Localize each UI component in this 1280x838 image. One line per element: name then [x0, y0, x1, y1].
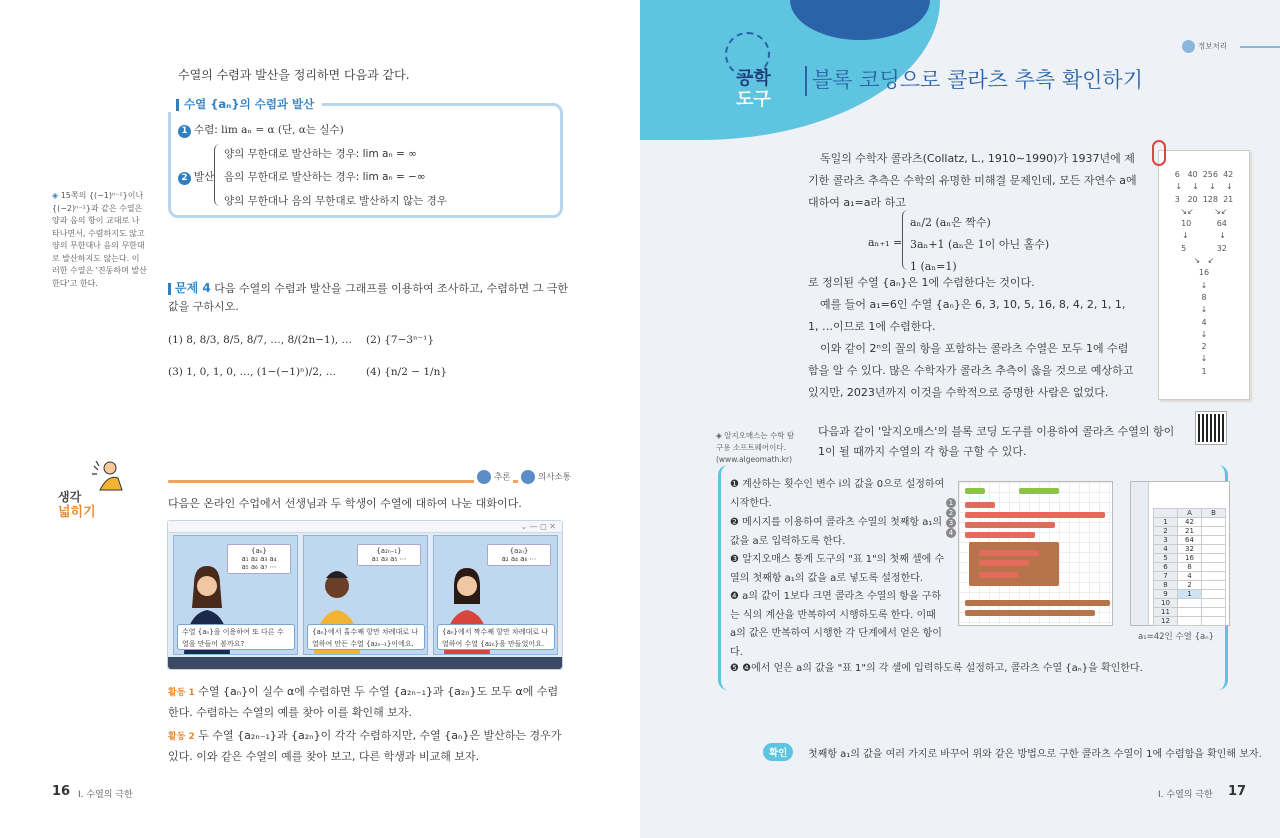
- para-4: 이와 같이 2ⁿ의 꼴의 항을 포함하는 콜라츠 수열은 모두 1에 수렴함을 알 수 있다. 많은 수학자가 콜라츠 추측이 옳을 것으로 예상하고 있지만, 2023년까지 이것을 수학적으로 증명한 사람은 없었다.: [808, 342, 1134, 399]
- window-controls[interactable]: ⌄ — ◻ ✕: [168, 521, 562, 533]
- tree-line: 6 40 256 42: [1174, 170, 1234, 179]
- student1-panel: [303, 535, 428, 655]
- tree-line: ↓: [1200, 329, 1208, 339]
- board: {aₙ} a₁ a₂ a₃ a₄ a₅ a₆ a₇ ⋯: [227, 544, 291, 574]
- step-2: ❷ 메시지를 이용하여 콜라츠 수열의 첫째항 a₁의 값을 a로 입력하도록 한다.: [730, 517, 943, 547]
- tree-line: 3 20 128 21: [1174, 194, 1234, 204]
- tool-badge: 공학 도구: [736, 68, 771, 110]
- tree-line: ↓: [1200, 354, 1208, 364]
- sheet-row: 4 32: [1154, 545, 1226, 554]
- tree-line: 4: [1201, 317, 1207, 327]
- block-step-markers: 1 2 3 4: [946, 498, 956, 538]
- para-2: 로 정의된 수열 {aₙ}은 1에 수렴한다는 것이다.: [808, 276, 1035, 289]
- paperclip-icon: [1152, 140, 1166, 166]
- conversation-intro: 다음은 온라인 수업에서 선생님과 두 학생이 수열에 대하여 나눈 대화이다.: [168, 497, 522, 510]
- step-1: ❶ 계산하는 횟수인 변수 i의 값을 0으로 설정하여 시작한다.: [730, 479, 945, 509]
- board: {a₂ₙ} a₂ a₄ a₆ ⋯: [487, 544, 551, 566]
- brace: [214, 144, 222, 206]
- communication-icon: [521, 470, 535, 484]
- reason-icon: [477, 470, 491, 484]
- diverge-case-2: 음의 무한대로 발산하는 경우: lim aₙ = −∞: [224, 171, 426, 183]
- tree-line: ↓ ↓: [1182, 231, 1226, 241]
- tree-line: 1: [1201, 366, 1207, 376]
- think-title: 생각 넓히기: [58, 490, 96, 520]
- tree-line: ↘ ↙: [1193, 256, 1215, 266]
- qr-code-icon[interactable]: [1196, 412, 1226, 444]
- side-note: ◈ 15쪽의 {(−1)ⁿ⁻¹}이나 {(−2)ⁿ⁻¹}과 같은 수열은 양과 음의 항이 교대로 나타나면서, 수렴하지도 않고 양의 무한대나 음의 무한대로 발산하지도 않는다. 이러한 수열은 '진동하며 발산한다'고 한다.: [52, 190, 147, 290]
- step-4: ❹ a의 값이 1보다 크면 콜라츠 수열의 항을 구하는 식의 계산을 반복하여 시행하도록 한다. 이때 a의 값은 반복하여 시행한 각 단계에서 얻은 항이다.: [730, 591, 942, 658]
- question-1: (1) 8, 8/3, 8/5, 8/7, …, 8/(2n−1), …: [168, 334, 352, 346]
- tree-line: ↓: [1200, 280, 1208, 290]
- title-divider: [805, 66, 807, 96]
- sheet-row: 5 16: [1154, 554, 1226, 563]
- piece-2: 3aₙ+1 (aₙ은 1이 아닌 홀수): [910, 238, 1050, 251]
- activity-2: 활동 2 두 수열 {a₂ₙ₋₁}과 {a₂ₙ}이 각각 수렴하지만, 수열 {aₙ}은 발산하는 경우가 있다. 이와 같은 수열의 예를 찾아 보고, 다른 학생과 비교해 보자.: [168, 729, 562, 763]
- sheet-row: 2 21: [1154, 527, 1226, 536]
- sheet-caption: a₁=42인 수열 {aₙ}: [1138, 632, 1215, 642]
- board: {a₂ₙ₋₁} a₁ a₃ a₅ ⋯: [357, 544, 421, 566]
- tree-line: 5 32: [1181, 243, 1227, 253]
- sheet-row: 9 1: [1154, 590, 1226, 599]
- question-3: (3) 1, 0, 1, 0, …, (1−(−1)ⁿ)/2, …: [168, 366, 337, 378]
- tag-line: [1240, 46, 1280, 48]
- sheet-row: 6 8: [1154, 563, 1226, 572]
- tree-line: 10 64: [1181, 219, 1227, 229]
- page-number-right: 17: [1228, 784, 1247, 799]
- tree-line: 8: [1201, 292, 1207, 302]
- question-2: (2) {7−3ⁿ⁻¹}: [366, 334, 435, 346]
- summary-box-title: 수열 {aₙ}의 수렴과 발산: [168, 96, 322, 112]
- problem-text: 다음 수열의 수렴과 발산을 그래프를 이용하여 조사하고, 수렴하면 그 극한값을 구하시오.: [168, 282, 568, 313]
- sheet-table: A B 1 42 2 21 3 64 4 32 5 16 6 8 7 4 8 2 9 1 10 11 12: [1153, 508, 1226, 626]
- question-4: (4) {n/2 − 1/n}: [366, 366, 448, 378]
- video-call-window: [167, 520, 563, 670]
- lead-text: 다음과 같이 '알지오매스'의 블록 코딩 도구를 이용하여 콜라츠 수열의 항이 1이 될 때까지 수열의 각 항을 구할 수 있다.: [818, 425, 1175, 458]
- sheet-row: 3 64: [1154, 536, 1226, 545]
- student2-caption: {aₙ}에서 짝수째 항만 차례대로 나열하여 수열 {a₂ₙ}을 만들었어요.: [437, 624, 555, 650]
- problem-label: 문제 4: [175, 281, 211, 295]
- tree-line: ↓: [1200, 305, 1208, 315]
- student2-panel: [433, 535, 558, 655]
- diverge-label: 2 발산: [178, 169, 214, 185]
- spreadsheet[interactable]: [1130, 481, 1230, 626]
- tag-communication: 의사소통: [518, 470, 574, 484]
- page-number-left: 16: [52, 784, 71, 799]
- info-icon: [1182, 40, 1195, 53]
- check-text: 첫째항 a₁의 값을 여러 가지로 바꾸어 위와 같은 방법으로 구한 콜라츠 수열이 1에 수렴함을 확인해 보자.: [808, 749, 1262, 760]
- recurrence-brace: [902, 210, 910, 270]
- piece-3: 1 (aₙ=1): [910, 260, 957, 273]
- diverge-case-3: 양의 무한대나 음의 무한대로 발산하지 않는 경우: [224, 195, 447, 207]
- collatz-tree-card: [1158, 150, 1250, 400]
- tree-line: 2: [1201, 342, 1207, 352]
- sheet-toolbar[interactable]: [1131, 482, 1149, 625]
- recurrence-lhs: aₙ₊₁ =: [868, 236, 903, 249]
- right-page: [640, 0, 1280, 838]
- sheet-row: 7 4: [1154, 572, 1226, 581]
- converge-row: 1 수렴: lim aₙ = α (단, α는 실수): [178, 122, 344, 138]
- tree-line: ↓ ↓ ↓ ↓: [1175, 182, 1233, 192]
- teacher-panel: [173, 535, 298, 655]
- step-5: ❺ ❹에서 얻은 a의 값을 "표 1"의 각 셀에 입력하도록 설정하고, 콜라츠 수열 {aₙ}을 확인한다.: [730, 663, 1143, 674]
- activity-1: 활동 1 수열 {aₙ}이 실수 α에 수렴하면 두 수열 {a₂ₙ₋₁}과 {a₂ₙ}도 모두 α에 수렴한다. 수렴하는 수열의 예를 찾아 이를 확인해 보자.: [168, 685, 559, 719]
- para-1: 독일의 수학자 콜라츠(Collatz, L., 1910∼1990)가 1937년에 제기한 콜라츠 추측은 수학의 유명한 미해결 문제인데, 모든 자연수 a에 대하여 a₁=a라 하고: [808, 152, 1137, 209]
- chapter-left: I. 수열의 극한: [78, 790, 133, 800]
- converge-formula: lim aₙ = α (단, α는 실수): [221, 124, 344, 136]
- tree-line: 16: [1198, 268, 1210, 278]
- student1-caption: {aₙ}에서 홀수째 항만 차례대로 나열하여 만든 수열 {a₂ₙ₋₁}이에요.: [307, 624, 425, 650]
- step-3: ❸ 알지오매스 통계 도구의 "표 1"의 첫째 셀에 수열의 첫째항 a₁의 값을 a로 넣도록 설정한다.: [730, 554, 945, 584]
- sheet-row: 1 42: [1154, 518, 1226, 527]
- para-3: 예를 들어 a₁=6인 수열 {aₙ}은 6, 3, 10, 5, 16, 8, 4, 2, 1, 1, 1, …이므로 1에 수렴한다.: [808, 298, 1126, 333]
- sheet-row: 10: [1154, 599, 1226, 608]
- tag-reason: 추론: [474, 470, 513, 484]
- teacher-caption: 수열 {aₙ}을 이용하여 또 다른 수열을 만들어 볼까요?: [177, 624, 295, 650]
- thinking-person-icon: [88, 460, 128, 494]
- sheet-row: 12: [1154, 617, 1226, 626]
- diverge-case-1: 양의 무한대로 발산하는 경우: lim aₙ = ∞: [224, 148, 417, 160]
- tree-line: ↘↙ ↘↙: [1180, 206, 1228, 216]
- chapter-right: I. 수열의 극한: [1158, 790, 1213, 800]
- piece-1: aₙ/2 (aₙ은 짝수): [910, 216, 991, 229]
- tag-info: 정보처리: [1182, 40, 1227, 53]
- sheet-row: 11: [1154, 608, 1226, 617]
- block-code-editor[interactable]: [958, 481, 1113, 626]
- check-badge: 확인: [763, 743, 793, 761]
- intro-text: 수열의 수렴과 발산을 정리하면 다음과 같다.: [178, 68, 410, 82]
- algeomath-note: ◈ 알지오매스는 수학 탐구용 소프트웨어이다. (www.algeomath.kr): [716, 430, 801, 466]
- problem: [168, 279, 568, 316]
- sheet-row: 8 2: [1154, 581, 1226, 590]
- page-title: 블록 코딩으로 콜라츠 추측 확인하기: [812, 68, 1143, 92]
- video-toolbar[interactable]: [168, 657, 562, 669]
